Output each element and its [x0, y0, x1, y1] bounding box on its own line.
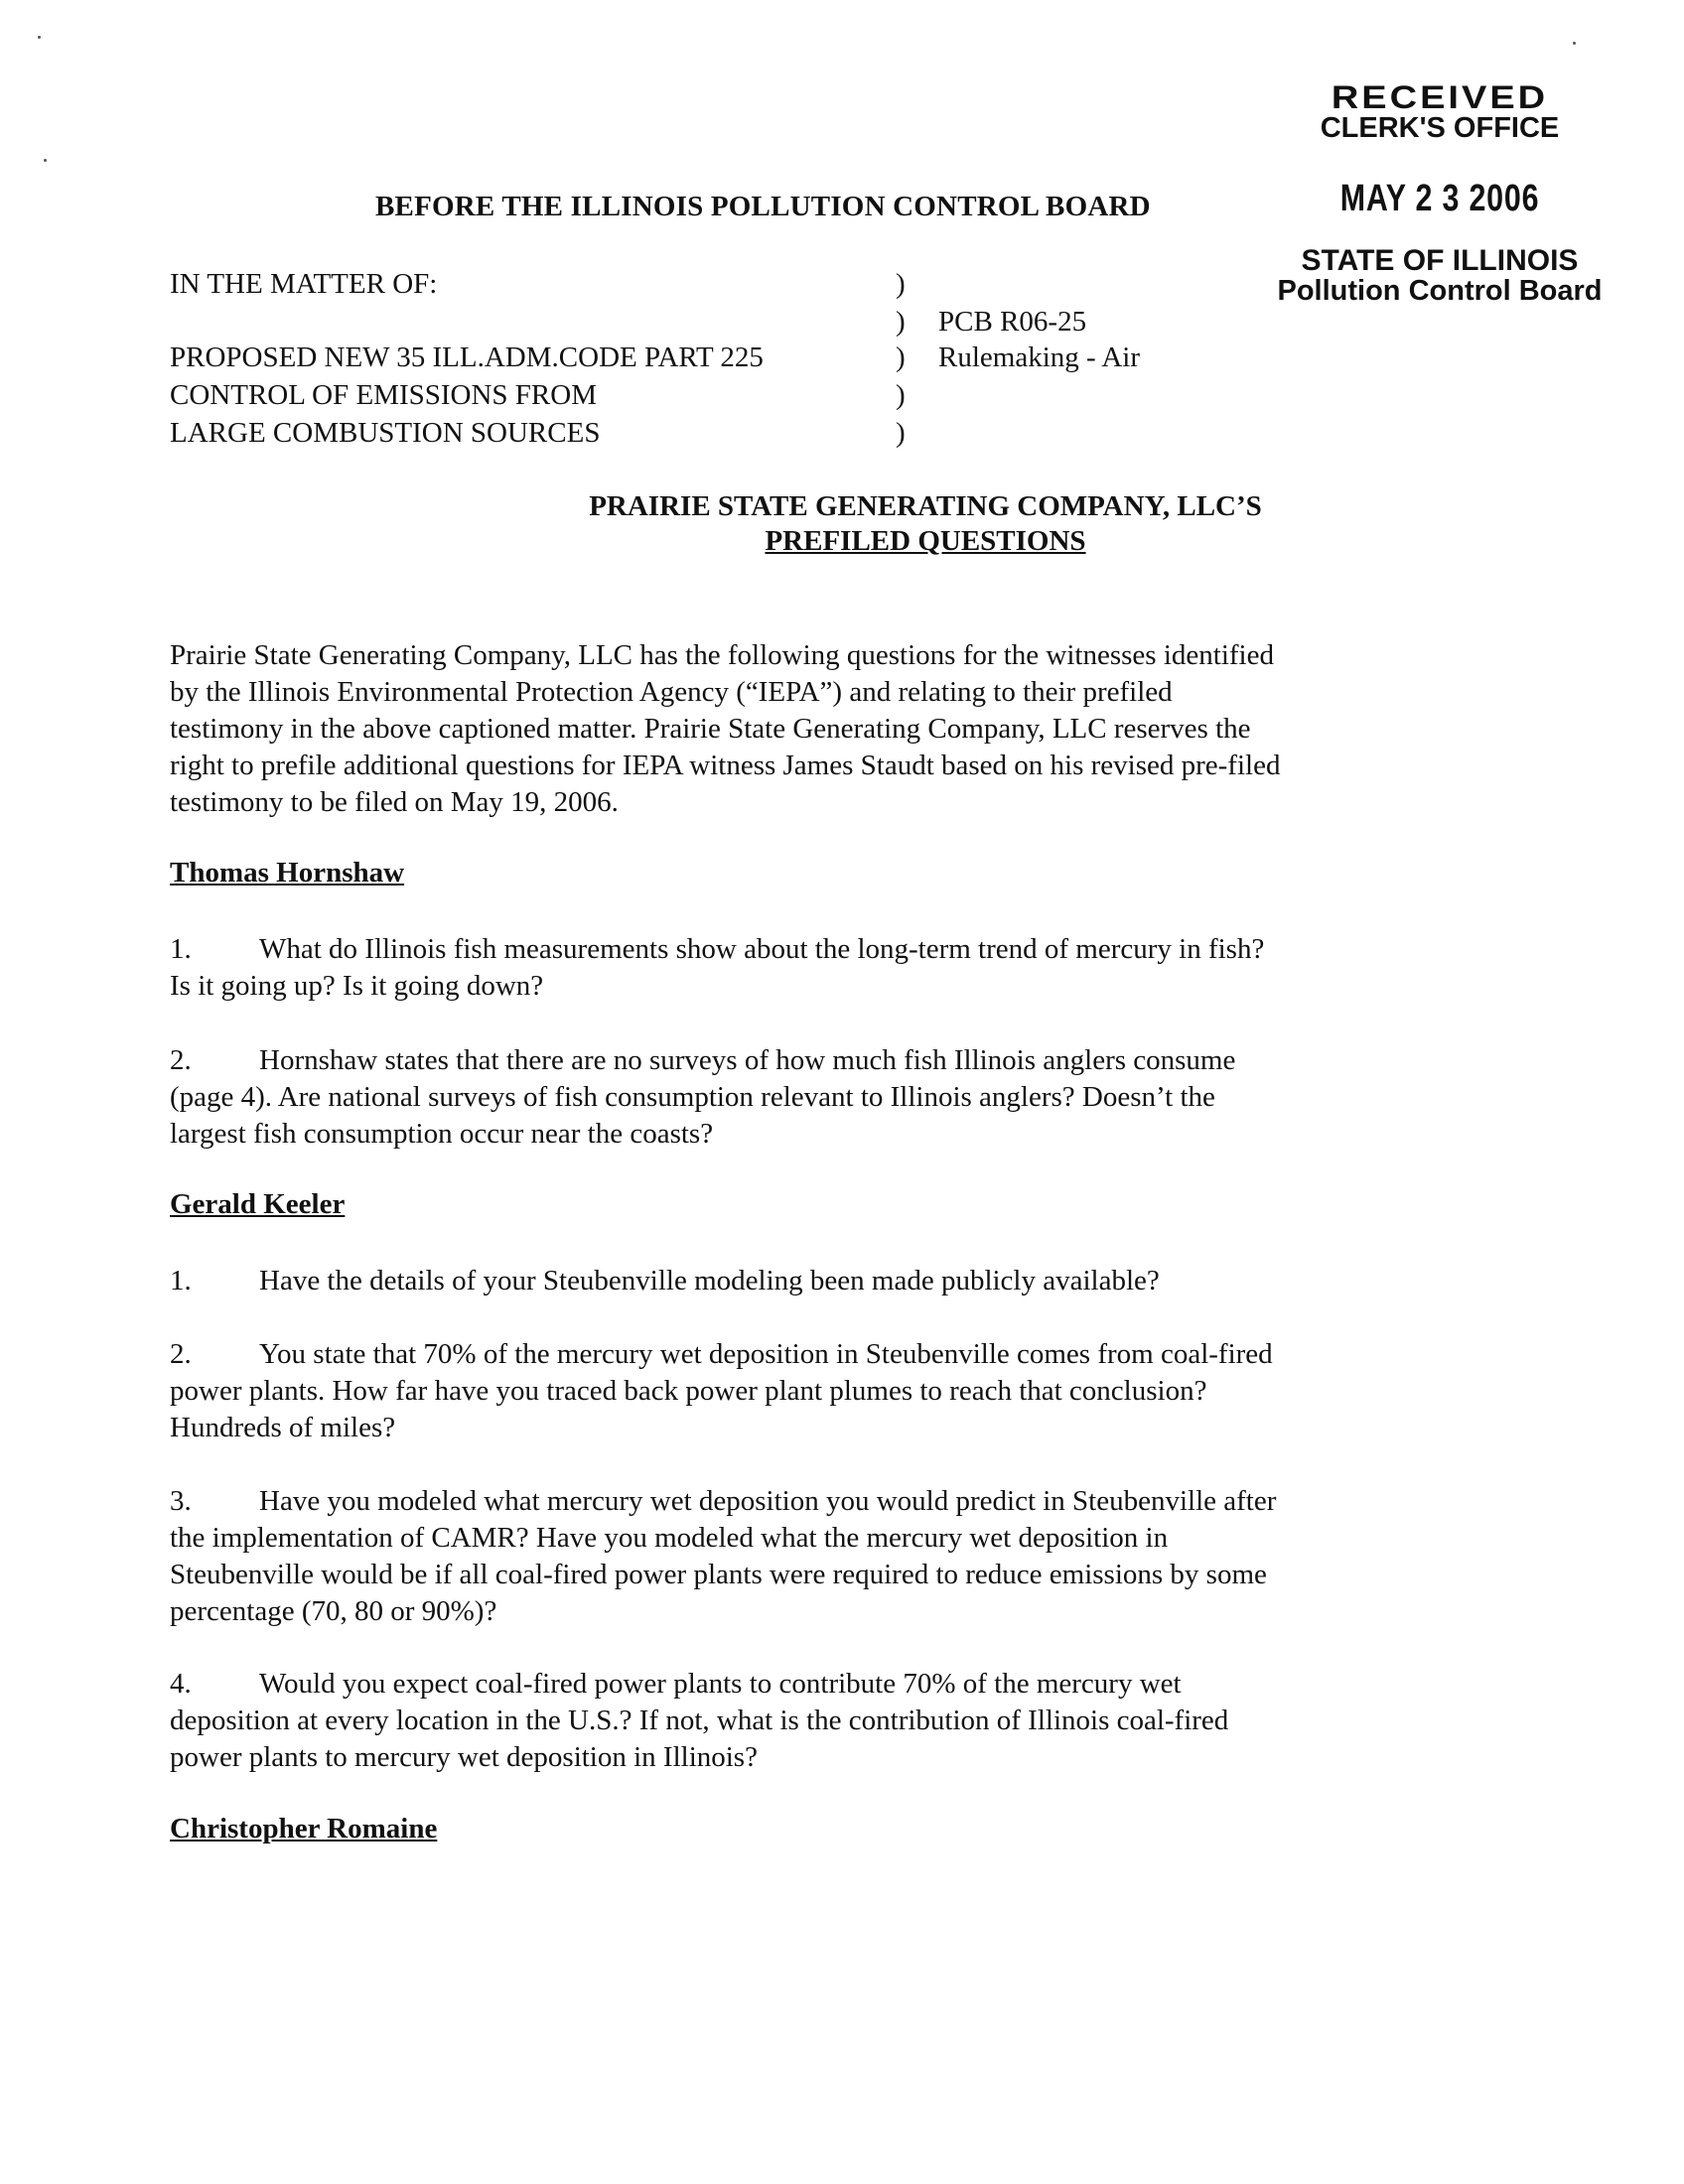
question-line: You state that 70% of the mercury wet deposition in Steubenville comes from coal-fired	[259, 1338, 1273, 1370]
question-line: Have you modeled what mercury wet deposition you would predict in Steubenville after	[259, 1485, 1277, 1517]
case-number: PCB R06-25	[938, 306, 1087, 338]
question-line: the implementation of CAMR? Have you modeled what the mercury wet deposition in	[170, 1522, 1169, 1554]
caption-paren: )	[896, 417, 906, 449]
question-number: 2.	[170, 1044, 192, 1076]
question-keeler-1	[170, 1263, 1441, 1299]
question-line: What do Illinois fish measurements show about the long-term trend of mercury in fish?	[259, 933, 1265, 965]
question-line: Have the details of your Steubenville modeling been made publicly available?	[259, 1265, 1160, 1297]
question-number: 4.	[170, 1668, 192, 1700]
heading-company: PRAIRIE STATE GENERATING COMPANY, LLC’S	[589, 490, 1262, 522]
question-number: 1.	[170, 933, 192, 965]
intro-paragraph	[170, 637, 1441, 821]
scan-speck	[38, 36, 41, 39]
question-line: Hornshaw states that there are no surveys of how much fish Illinois anglers consume	[259, 1044, 1236, 1076]
caption-paren: )	[896, 341, 906, 373]
question-keeler-3	[170, 1483, 1441, 1630]
intro-line: by the Illinois Environmental Protection Agency (“IEPA”) and relating to their prefiled	[170, 676, 1173, 708]
caption-paren: )	[896, 306, 906, 338]
case-type: Rulemaking - Air	[938, 341, 1140, 373]
caption-line3: LARGE COMBUSTION SOURCES	[170, 417, 601, 449]
question-line: percentage (70, 80 or 90%)?	[170, 1595, 497, 1627]
question-line: power plants. How far have you traced back power plant plumes to reach that conclusion?	[170, 1375, 1207, 1407]
stamp-date: MAY 2 3 2006	[1339, 178, 1540, 219]
question-line: Hundreds of miles?	[170, 1412, 396, 1443]
intro-line: testimony to be filed on May 19, 2006.	[170, 786, 619, 818]
question-line: (page 4). Are national surveys of fish consumption relevant to Illinois anglers? Doesn’t the	[170, 1081, 1215, 1113]
stamp-received: RECEIVED	[1331, 80, 1549, 116]
scan-speck	[1573, 42, 1576, 45]
question-keeler-2	[170, 1336, 1441, 1446]
stamp-board: Pollution Control Board	[1277, 275, 1603, 307]
section-heading-romaine: Christopher Romaine	[170, 1813, 438, 1844]
scan-speck	[44, 159, 47, 162]
received-stamp	[1271, 79, 1609, 306]
intro-line: Prairie State Generating Company, LLC has the following questions for the witnesses identified	[170, 639, 1274, 671]
question-line: largest fish consumption occur near the coasts?	[170, 1118, 714, 1150]
stamp-state: STATE OF ILLINOIS	[1301, 244, 1579, 277]
question-line: Is it going up? Is it going down?	[170, 970, 544, 1002]
caption-line1: PROPOSED NEW 35 ILL.ADM.CODE PART 225	[170, 341, 764, 373]
caption-matter: IN THE MATTER OF:	[170, 268, 438, 300]
stamp-office: CLERK'S OFFICE	[1320, 112, 1560, 144]
section-heading-keeler: Gerald Keeler	[170, 1188, 346, 1220]
question-number: 2.	[170, 1338, 192, 1370]
question-hornshaw-2	[170, 1042, 1441, 1153]
question-line: Steubenville would be if all coal-fired power plants were required to reduce emissions by some	[170, 1559, 1267, 1590]
section-heading-hornshaw: Thomas Hornshaw	[170, 857, 405, 888]
document-title: BEFORE THE ILLINOIS POLLUTION CONTROL BOARD	[375, 191, 1151, 222]
question-hornshaw-1	[170, 931, 1441, 1005]
caption-paren: )	[896, 379, 906, 411]
question-line: power plants to mercury wet deposition in Illinois?	[170, 1741, 758, 1773]
intro-line: right to prefile additional questions for IEPA witness James Staudt based on his revised pre-filed	[170, 750, 1281, 781]
caption-line2: CONTROL OF EMISSIONS FROM	[170, 379, 597, 411]
question-line: deposition at every location in the U.S.? If not, what is the contribution of Illinois coal-fired	[170, 1705, 1229, 1736]
heading-prefiled-label: PREFILED QUESTIONS	[765, 525, 1086, 557]
intro-line: testimony in the above captioned matter. Prairie State Generating Company, LLC reserves the	[170, 713, 1251, 745]
caption-paren: )	[896, 268, 906, 300]
question-keeler-4	[170, 1666, 1441, 1776]
question-line: Would you expect coal-fired power plants to contribute 70% of the mercury wet	[259, 1668, 1182, 1700]
question-number: 3.	[170, 1485, 192, 1517]
heading-prefiled-questions	[83, 525, 1684, 558]
question-number: 1.	[170, 1265, 192, 1297]
